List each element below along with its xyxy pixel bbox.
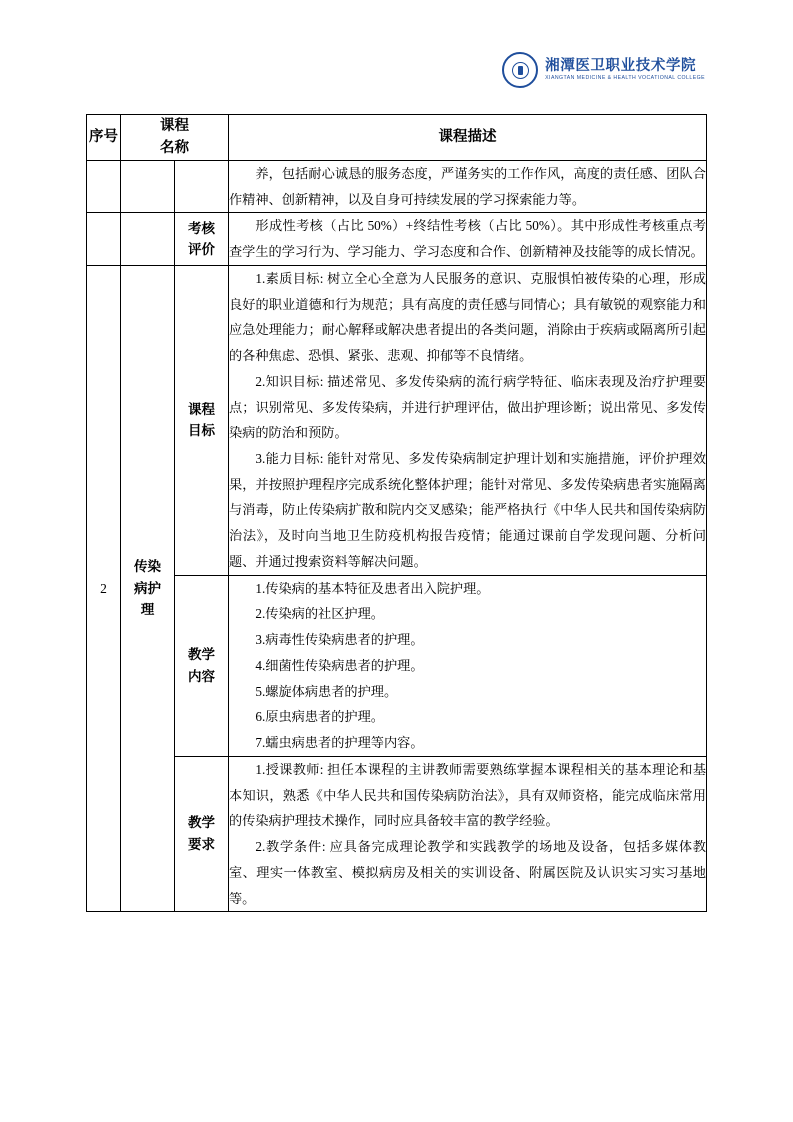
- row2-no: 2: [87, 265, 121, 911]
- row1-course-name: [121, 213, 175, 265]
- row1-sub-label-line2: 评价: [188, 242, 215, 258]
- row4-description: [229, 756, 707, 911]
- row2-course-name: [121, 265, 175, 911]
- row4-paragraph-2: 2.教学条件: 应具备完成理论教学和实践教学的场地及设备，包括多媒体教室、理实一体教室、模拟病房及相关的实训设备、附属医院及认识实习实习基地等。: [229, 839, 706, 906]
- header-course-name-line1: 课程: [160, 118, 189, 134]
- row2-course-name-line2: 病护: [134, 580, 161, 596]
- header-cell-no: 序号: [87, 115, 121, 161]
- row3-description: [229, 575, 707, 756]
- row3-item-7: 7.蠕虫病患者的护理等内容。: [255, 735, 424, 751]
- row4-paragraph-1: 1.授课教师: 担任本课程的主讲教师需要熟练掌握本课程相关的基本理论和基本知识，熟悉《中华人民共和国传染病防治法》，具有双师资格，能完成临床常用的传染病护理技术操作，同时应具备较丰富的教学经验。: [229, 761, 706, 829]
- header-cell-course-name: [121, 115, 229, 161]
- table-row: [87, 265, 707, 575]
- college-logo-text: [545, 59, 705, 82]
- college-name-en: XIANGTAN MEDICINE & HEALTH VOCATIONAL COLLEGE: [545, 74, 705, 81]
- row3-item-4: 4.细菌性传染病患者的护理。: [255, 657, 424, 673]
- row2-course-name-line1: 传染: [134, 559, 161, 575]
- row4-sub-label: [175, 756, 229, 911]
- row4-sub-label-line2: 要求: [188, 837, 215, 853]
- row1-sub-label: [175, 213, 229, 265]
- row3-item-1: 1.传染病的基本特征及患者出入院护理。: [255, 580, 490, 596]
- row3-sub-label-line1: 教学: [188, 647, 215, 663]
- row2-paragraph-3: 3.能力目标: 能针对常见、多发传染病制定护理计划和实施措施，评价护理效果，并按照护理程序完成系统化整体护理；能针对常见、多发传染病患者实施隔离与消毒，防止传染病扩散和院内交叉感染；能严格执行《中华人民共和国传染病防治法》，及时向当地卫生防疫机构报告疫情；能通过课前自学发现问题、分析问题、并通过搜索资料等解决问题。: [229, 451, 706, 569]
- table-row: [87, 160, 707, 212]
- row0-course-name: [121, 160, 175, 212]
- row3-item-2: 2.传染病的社区护理。: [255, 606, 384, 622]
- header-cell-description: 课程描述: [229, 115, 707, 161]
- table-row: [87, 213, 707, 265]
- row1-no: [87, 213, 121, 265]
- college-emblem-icon: [502, 52, 538, 88]
- row1-paragraph-1: 形成性考核（占比 50%）+终结性考核（占比 50%）。其中形成性考核重点考查学生的学习行为、学习能力、学习态度和合作、创新精神及技能等的成长情况。: [229, 218, 706, 260]
- row0-description: [229, 160, 707, 212]
- header-course-name-line2: 名称: [160, 140, 189, 157]
- row3-sub-label: [175, 575, 229, 756]
- row2-paragraph-2: 2.知识目标: 描述常见、多发传染病的流行病学特征、临床表现及治疗护理要点；识别常见、多发传染病，并进行护理评估，做出护理诊断；说出常见、多发传染病的防治和预防。: [229, 373, 706, 441]
- table-row: [87, 756, 707, 911]
- course-description-table: [86, 114, 707, 912]
- row0-paragraph-1: 养，包括耐心诚恳的服务态度，严谨务实的工作作风，高度的责任感、团队合作精神、创新精神，以及自身可持续发展的学习探索能力等。: [229, 165, 706, 207]
- row3-item-6: 6.原虫病患者的护理。: [255, 709, 384, 725]
- row2-sub-label-line2: 目标: [188, 423, 215, 439]
- row2-course-name-line3: 理: [140, 602, 155, 618]
- table-row: [87, 575, 707, 756]
- row2-sub-label-line1: 课程: [188, 401, 215, 417]
- row3-item-3: 3.病毒性传染病患者的护理。: [255, 632, 424, 648]
- row2-paragraph-1: 1.素质目标: 树立全心全意为人民服务的意识、克服惧怕被传染的心理，形成良好的职业道德和行为规范；具有高度的责任感与同情心；具有敏锐的观察能力和应急处理能力；耐心解释或解决患者提出的各类问题，消除由于疾病或隔离所引起的各种焦虑、恐惧、紧张、悲观、抑郁等不良情绪。: [229, 270, 706, 364]
- row4-sub-label-line1: 教学: [188, 815, 215, 831]
- row0-sub-label: [175, 160, 229, 212]
- table-header-row: [87, 115, 707, 161]
- college-name-cn: 湘潭医卫职业技术学院: [545, 57, 697, 74]
- row3-sub-label-line2: 内容: [188, 668, 215, 684]
- row0-no: [87, 160, 121, 212]
- row2-sub-label: [175, 265, 229, 575]
- row1-sub-label-line1: 考核: [188, 220, 215, 236]
- row2-description: [229, 265, 707, 575]
- row1-description: [229, 213, 707, 265]
- row3-item-5: 5.螺旋体病患者的护理。: [255, 683, 398, 699]
- college-logo: [502, 52, 705, 88]
